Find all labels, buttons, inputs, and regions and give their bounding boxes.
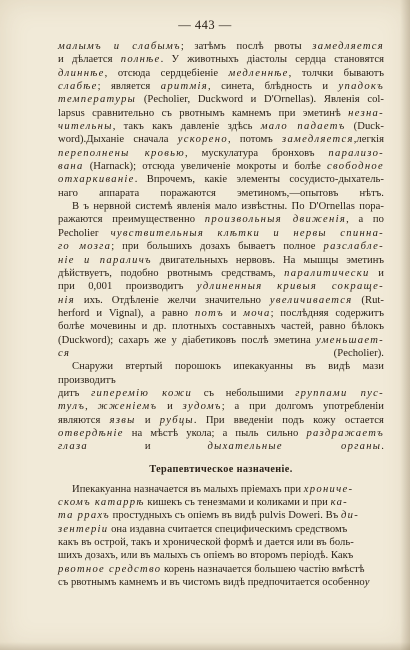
emphasized-text: разслабле- [323, 241, 384, 253]
body-text: и [223, 307, 244, 319]
body-text: какъ въ острой, такъ и хронической формѣ и дается или въ боль- [58, 537, 354, 549]
body-text: наго аппарата поражаются эметиномъ,—опытовъ нѣтъ. [58, 187, 384, 199]
page-number: — 443 — [178, 18, 232, 32]
emphasized-text: язвы [109, 414, 136, 426]
paragraph-nervous-system [58, 200, 384, 360]
body-text: . [381, 441, 384, 453]
body-text: Ипекакуанна назначается въ малыхъ пріемахъ при [72, 483, 304, 495]
emphasized-text: парализо- [328, 147, 384, 159]
emphasized-text: слабѣе [58, 81, 98, 93]
emphasized-text: гиперемію кожи [91, 387, 193, 399]
emphasized-text: ся [58, 347, 71, 359]
body-text: Снаружи втертый порошокъ ипекакуанны въ видѣ мази производитъ [58, 361, 384, 386]
body-text: (Rut- [352, 294, 385, 306]
emphasized-text: хрониче- [303, 483, 354, 495]
emphasized-text: потъ [194, 307, 224, 319]
body-text: , потомъ [227, 134, 283, 146]
body-text: lapsus сравнительно съ рвотнымъ камнемъ при эметинѣ [58, 107, 349, 119]
emphasized-text: замедляется [312, 41, 384, 52]
emphasized-text: замедляется [282, 134, 354, 146]
body-text: В ъ нервной системѣ явленія мало извѣстны. По D'Ornellas пора- [72, 201, 384, 213]
body-text: и [135, 414, 160, 426]
emphasized-text: температуры [58, 94, 137, 106]
emphasized-text: чительны [58, 121, 113, 133]
emphasized-text: переполнены кровью [58, 147, 185, 159]
emphasized-text: чувствительныя клѣтки и нервы спинна- [110, 227, 384, 239]
body-text: съ небольшими [192, 387, 296, 399]
body-text: ; является [97, 81, 161, 93]
body-text: (Duck- [345, 121, 384, 133]
emphasized-text: ніе и параличъ [58, 254, 152, 266]
body-text: , синета, блѣдность и [208, 81, 339, 93]
emphasized-text: зудомъ [182, 401, 222, 413]
body-text: ихъ. Отдѣленіе желчи значительно [75, 294, 270, 306]
body-text: и [369, 267, 385, 279]
page-bottom-shadow [0, 642, 410, 650]
emphasized-text: та ррахъ [58, 510, 110, 522]
body-text: word).Дыханіе сначала [58, 134, 178, 146]
body-text: ражаются преимущественно [58, 214, 205, 226]
text-block [58, 40, 384, 589]
emphasized-text: мало падаетъ [260, 121, 346, 133]
body-text: , толчки бываютъ [288, 67, 384, 79]
emphasized-text: рубцы [159, 414, 194, 426]
body-text: . Впрочемъ, какіе элементы сосудисто-дыхатель- [134, 174, 384, 186]
body-text: корень назначается большею частію вмѣстѣ [161, 563, 365, 575]
body-text: и [87, 441, 208, 453]
body-text: (Duckword); сахаръ же у діабетиковъ послѣ эметина [58, 334, 316, 346]
body-text: , такъ какъ давленіе здѣсь [112, 121, 261, 133]
emphasized-text: нія [58, 294, 76, 306]
emphasized-text: рвотное средство [58, 563, 162, 575]
body-text: , отсюда сердцебіеніе [104, 67, 229, 79]
section-heading: Терапевтическое назначеніе. [149, 463, 293, 475]
emphasized-text: раздражаетъ [306, 427, 384, 439]
emphasized-text: ди- [341, 510, 360, 522]
emphasized-text: ускорено [177, 134, 228, 146]
body-text: (Harnack); отсюда увеличеніе мокроты и болѣе [83, 161, 328, 173]
body-text: ,легкія [353, 134, 384, 146]
body-text: ; при большихъ дозахъ бываетъ полное [111, 241, 324, 253]
emphasized-text: группами пус- [295, 387, 384, 399]
emphasized-text: моча [243, 307, 271, 319]
body-text: и [157, 401, 183, 413]
emphasized-text: полнѣе [120, 54, 161, 66]
emphasized-text: незна- [348, 107, 384, 119]
paragraph-external-action [58, 360, 384, 453]
emphasized-text: свободное [327, 161, 384, 173]
body-text: на мѣстѣ укола; а пыль сильно [123, 427, 307, 439]
emphasized-text: жженіемъ [97, 401, 158, 413]
body-text: , мускулатура бронховъ [185, 147, 329, 159]
emphasized-text: малымъ и слабымъ [58, 41, 181, 52]
emphasized-text: скомъ катаррѣ [58, 497, 145, 508]
emphasized-text: произвольныя движенія [204, 214, 347, 226]
emphasized-text: удлиненныя кривыя сокраще- [196, 281, 384, 293]
paragraph-therapeutic-use [58, 483, 384, 590]
emphasized-text: уменьшает- [315, 334, 384, 346]
emphasized-text: упадокъ [338, 81, 384, 93]
body-text: ; послѣдняя содержитъ [270, 307, 384, 319]
emphasized-text: тулъ [58, 401, 86, 413]
body-text: кишекъ съ тенезмами и коликами и при [144, 497, 331, 508]
body-text: дѣйствуетъ, подобно рвотнымъ средствамъ, [58, 267, 285, 279]
body-text: съ рвотнымъ камнемъ и въ чистомъ видѣ предпочитается особенно [58, 577, 365, 589]
body-text: дитъ [58, 387, 92, 399]
body-text: herford и Vignal), а равно [58, 307, 195, 319]
body-text: и дѣлается [58, 54, 121, 66]
page-edge-shadow [400, 0, 410, 650]
body-text: болѣе мочевины и др. плотныхъ составныхъ частей, равно бѣлокъ [58, 321, 384, 333]
emphasized-text: увеличивается [269, 294, 353, 306]
body-text: , [85, 401, 98, 413]
emphasized-text: длиннѣе [58, 67, 105, 79]
body-text: (Pecholier, Duckword и D'Ornellas). Явленія col- [136, 94, 384, 106]
body-text: шихъ дозахъ, или въ малыхъ съ опіемъ во второмъ періодѣ. Какъ [58, 550, 354, 562]
emphasized-text: отвердѣніе [58, 427, 124, 439]
emphasized-text: го мозга [58, 241, 112, 253]
body-text: она издавна считается специфическимъ средствомъ [108, 523, 348, 535]
body-text: ; затѣмъ послѣ рвоты [180, 41, 313, 52]
body-text: Pecholier [58, 227, 111, 239]
body-text: . У животныхъ діастолы сердца становятся [160, 54, 384, 66]
emphasized-text: паралитически [284, 267, 370, 279]
emphasized-text: дыхательные органы [207, 441, 382, 453]
body-text: двигательныхъ нервовъ. На мышцы эметинъ [151, 254, 384, 266]
body-text: простудныхъ съ опіемъ въ видѣ pulvis Doweri. Въ [109, 510, 342, 522]
body-text: (Pecholier). [70, 347, 384, 359]
emphasized-text: вана [58, 161, 84, 173]
emphasized-text: глаза [58, 441, 88, 453]
body-text: ; а при долгомъ употребленіи [221, 401, 385, 413]
emphasized-text: отхаркиваніе [58, 174, 135, 186]
body-text: . При введеніи подъ кожу остается [193, 414, 384, 426]
emphasized-text: медленнѣе [228, 67, 289, 79]
emphasized-text: зентеріи [58, 523, 109, 535]
emphasized-text: у [364, 577, 371, 589]
body-text: , а по [346, 214, 384, 226]
emphasized-text: ка- [330, 497, 349, 508]
paragraph-heart-respiration [58, 40, 384, 200]
body-text: при 0,001 производитъ [58, 281, 197, 293]
body-text: являются [58, 414, 110, 426]
emphasized-text: аритмія [160, 81, 208, 93]
